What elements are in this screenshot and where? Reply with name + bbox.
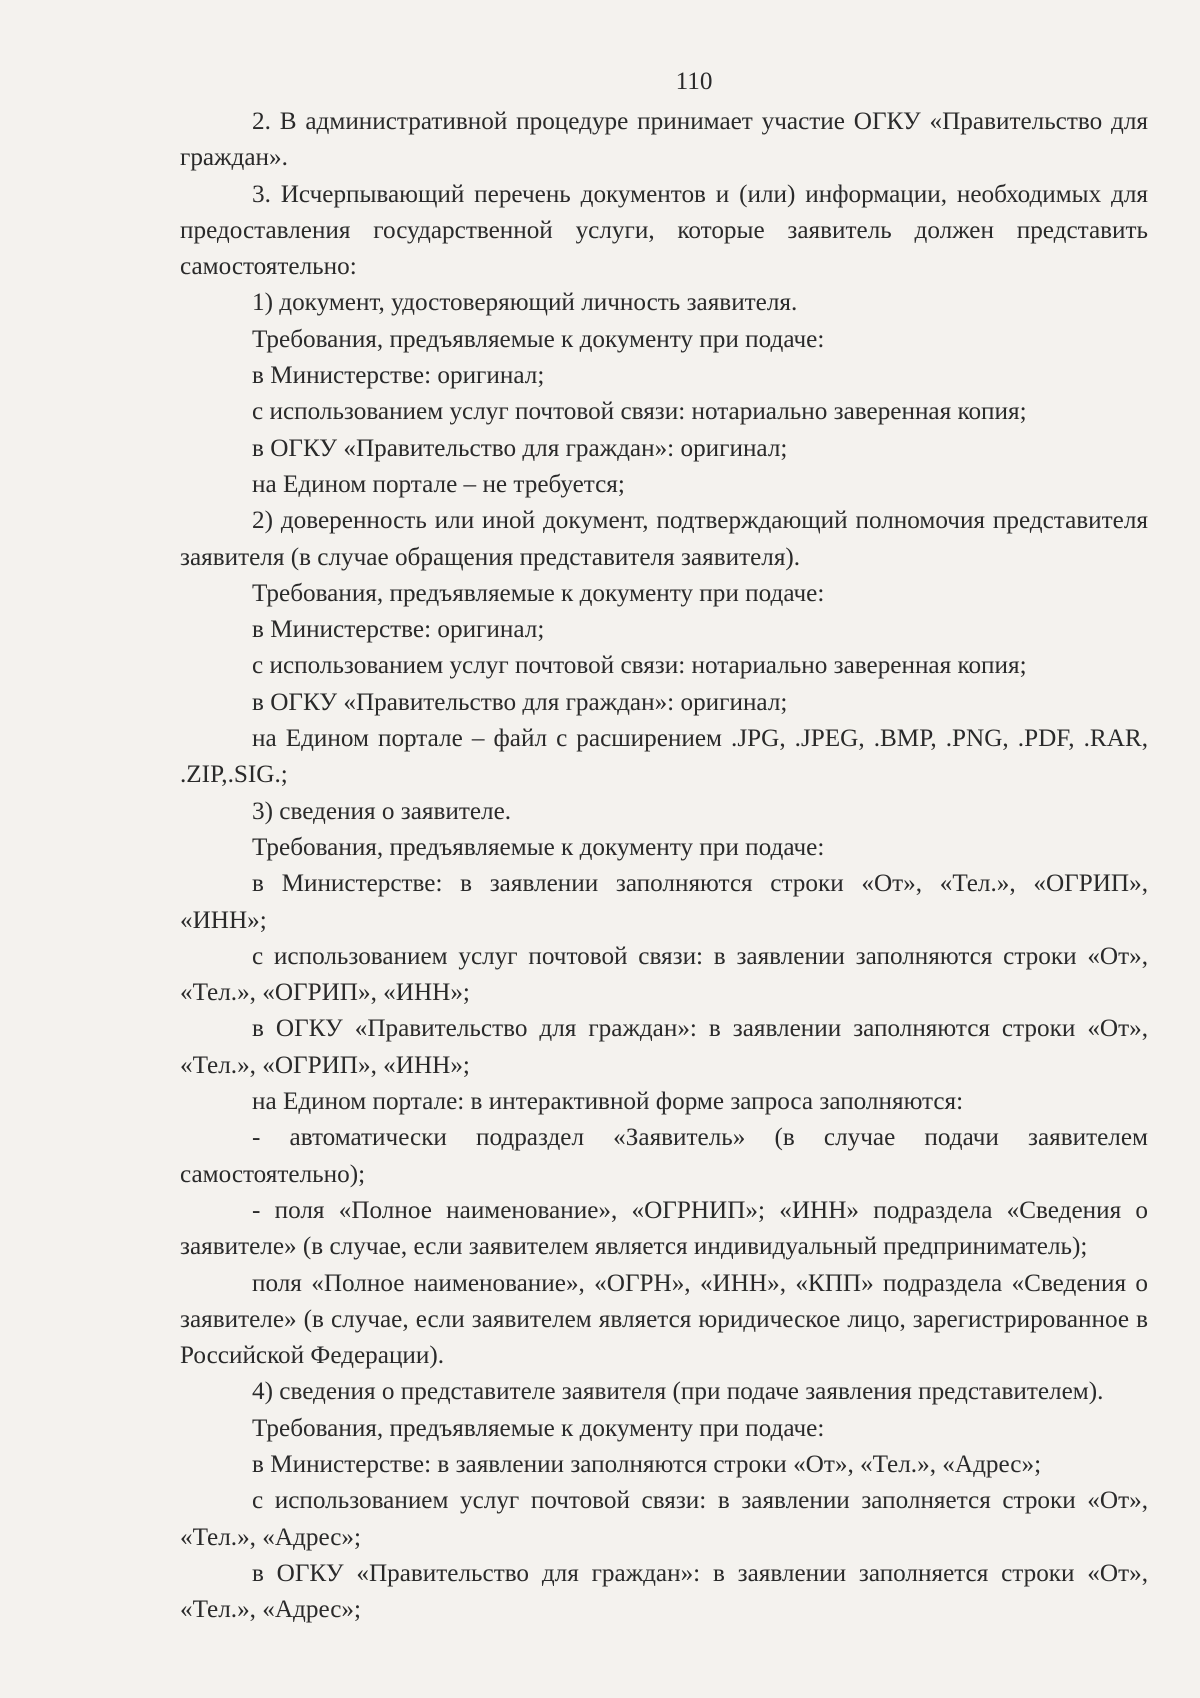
paragraph: в ОГКУ «Правительство для граждан»: в заявлении заполняется строки «От», «Тел.», «Адрес»; bbox=[180, 1559, 1148, 1624]
paragraph: Требования, предъявляемые к документу при подаче: bbox=[252, 1414, 825, 1442]
document-body bbox=[180, 104, 1148, 1628]
paragraph: в Министерстве: оригинал; bbox=[252, 362, 545, 390]
paragraph: 1) документ, удостоверяющий личность заявителя. bbox=[252, 289, 798, 317]
paragraph: поля «Полное наименование», «ОГРН», «ИНН», «КПП» подраздела «Сведения о заявителе» (в случае, если заявителем является юридическое лицо, зарегистрированное в Российской Федерации). bbox=[180, 1269, 1148, 1370]
paragraph: с использованием услуг почтовой связи: нотариально заверенная копия; bbox=[252, 398, 1027, 426]
page-number: 110 bbox=[675, 68, 713, 95]
paragraph: 3) сведения о заявителе. bbox=[252, 797, 512, 825]
paragraph: 4) сведения о представителе заявителя (при подаче заявления представителем). bbox=[252, 1378, 1104, 1406]
paragraph: на Едином портале – не требуется; bbox=[252, 470, 625, 498]
paragraph: с использованием услуг почтовой связи: в заявлении заполняются строки «От», «Тел.», «ОГРИП», «ИНН»; bbox=[180, 942, 1148, 1007]
paragraph: Требования, предъявляемые к документу при подаче: bbox=[252, 833, 825, 861]
paragraph: в Министерстве: в заявлении заполняются строки «От», «Тел.», «ОГРИП», «ИНН»; bbox=[180, 870, 1148, 934]
paragraph: - поля «Полное наименование», «ОГРНИП»; «ИНН» подраздела «Сведения о заявителе» (в случае, если заявителем является индивидуальный предприниматель); bbox=[180, 1196, 1148, 1261]
paragraph: 3. Исчерпывающий перечень документов и (или) информации, необходимых для предоставления государственной услуги, которые заявитель должен представить самостоятельно: bbox=[180, 180, 1148, 281]
paragraph: с использованием услуг почтовой связи: нотариально заверенная копия; bbox=[252, 652, 1027, 680]
paragraph: в ОГКУ «Правительство для граждан»: оригинал; bbox=[252, 688, 788, 716]
paragraph: с использованием услуг почтовой связи: в заявлении заполняется строки «От», «Тел.», «Адрес»; bbox=[180, 1487, 1148, 1551]
paragraph: в Министерстве: в заявлении заполняются строки «От», «Тел.», «Адрес»; bbox=[252, 1450, 1042, 1478]
paragraph: в Министерстве: оригинал; bbox=[252, 616, 545, 644]
paragraph: на Едином портале: в интерактивной форме запроса заполняются: bbox=[252, 1088, 964, 1116]
paragraph: Требования, предъявляемые к документу при подаче: bbox=[252, 325, 825, 353]
paragraph: Требования, предъявляемые к документу при подаче: bbox=[252, 579, 825, 607]
paragraph: в ОГКУ «Правительство для граждан»: оригинал; bbox=[252, 434, 788, 462]
paragraph: на Едином портале – файл с расширением .JPG, .JPEG, .BMP, .PNG, .PDF, .RAR, .ZIP,.SIG.; bbox=[180, 725, 1148, 789]
paragraph: 2) доверенность или иной документ, подтверждающий полномочия представителя заявителя (в случае обращения представителя заявителя). bbox=[180, 507, 1148, 571]
paragraph: - автоматически подраздел «Заявитель» (в случае подачи заявителем самостоятельно); bbox=[180, 1124, 1148, 1188]
paragraph: 2. В административной процедуре принимает участие ОГКУ «Правительство для граждан». bbox=[180, 108, 1148, 172]
paragraph: в ОГКУ «Правительство для граждан»: в заявлении заполняются строки «От», «Тел.», «ОГРИП», «ИНН»; bbox=[180, 1015, 1148, 1079]
